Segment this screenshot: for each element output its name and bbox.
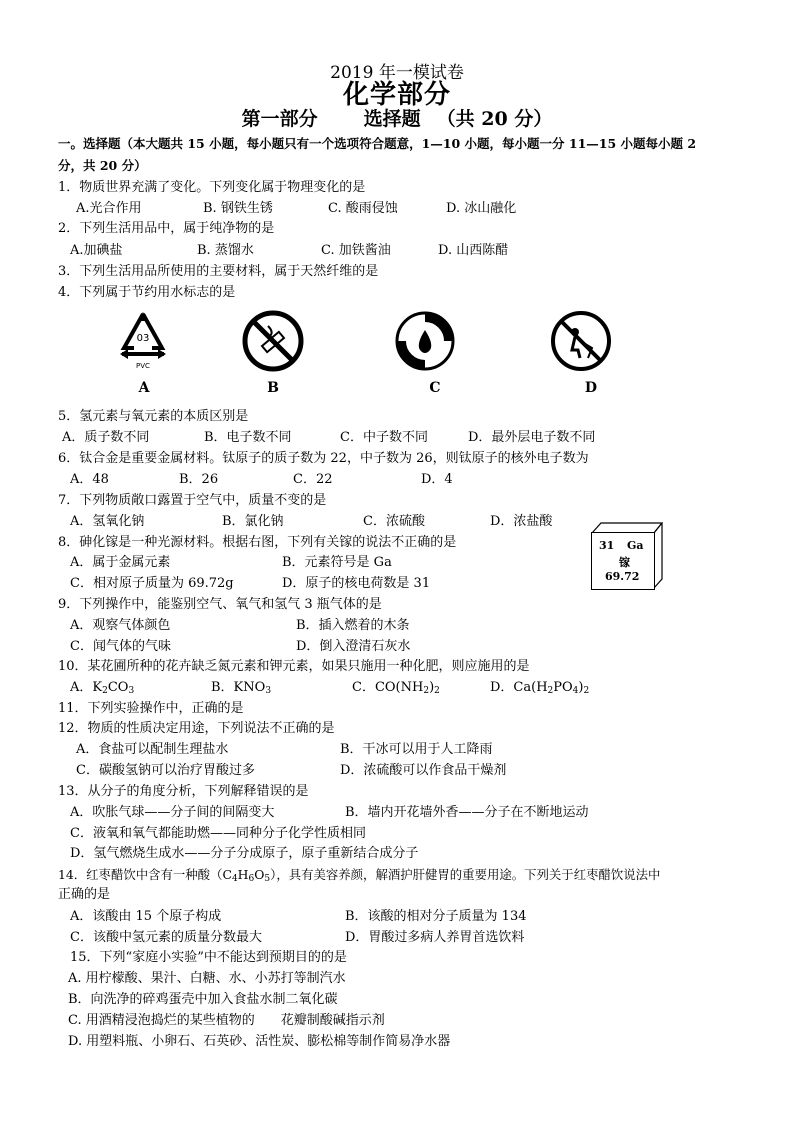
q5-option-b: B．电子数不同 [204, 430, 292, 445]
part-score: （共 20 分） [436, 108, 553, 130]
subject-title: 化学部分 [342, 80, 451, 110]
element-number: 31 [599, 539, 615, 552]
q12-option-d: D．浓硫酸可以作食品干燥剂 [340, 763, 507, 778]
question-10-stem: 10．某花圃所种的花卉缺乏氮元素和钾元素，如果只施用一种化肥，则应施用的是 [58, 659, 530, 674]
element-symbol: Ga [627, 539, 644, 552]
question-9-stem: 9．下列操作中，能鉴别空气、氧气和氢气 3 瓶气体的是 [58, 597, 382, 612]
q15-option-d: D. 用塑料瓶、小卵石、石英砂、活性炭、膨松棉等制作简易净水器 [68, 1034, 451, 1049]
exam-title: 2019 年一模试卷 [330, 63, 464, 83]
q9-option-c: C．闻气体的气味 [70, 639, 171, 654]
question-3-stem: 3．下列生活用品所使用的主要材料，属于天然纤维的是 [58, 264, 379, 279]
q8-option-a: A．属于金属元素 [70, 555, 171, 570]
q5-option-c: C．中子数不同 [340, 430, 428, 445]
question-15-stem: 15．下列“家庭小实验”中不能达到预期目的的是 [70, 950, 347, 965]
q15-option-a: A. 用柠檬酸、果汁、白糖、水、小苏打等制汽水 [68, 971, 346, 986]
icon-label-c: C [429, 380, 441, 396]
q10-option-c: C．$CO(NH_2)_2$ [352, 680, 440, 696]
q2-option-a: A.加碘盐 [70, 243, 123, 258]
q8-option-c: C．相对原子质量为 69.72g [70, 576, 234, 591]
icon-label-b: B [267, 380, 279, 396]
q13-option-c: C．液氧和氧气都能助燃——同种分子化学性质相同 [70, 826, 366, 841]
q15-option-c: C. 用酒精浸泡捣烂的某些植物的 花瓣制酸碱指示剂 [68, 1013, 385, 1028]
q6-option-a: A．48 [70, 472, 109, 487]
part-label: 第一部分 [241, 108, 318, 130]
q9-option-a: A．观察气体颜色 [70, 618, 171, 633]
section-instructions-cont: 分，共 20 分） [58, 158, 147, 173]
recycle-number: 03 [136, 333, 150, 344]
q7-option-c: C．浓硫酸 [363, 514, 425, 529]
question-13-stem: 13．从分子的角度分析，下列解释错误的是 [58, 784, 309, 799]
question-6-stem: 6．钛合金是重要金属材料。钛原子的质子数为 22，中子数为 26，则钛原子的核外电子数为 [58, 451, 589, 466]
q5-option-d: D．最外层电子数不同 [468, 430, 596, 445]
question-14-stem: 14．红枣醋饮中含有一种酸$(C_4H_6O_5)$，具有美容养颜，解酒护肝健胃的重要用途。下列关于红枣醋饮说法中 [58, 867, 661, 884]
water-saving-icon [392, 308, 458, 374]
q1-option-a: A.光合作用 [76, 201, 142, 216]
question-12-stem: 12．物质的性质决定用途，下列说法不正确的是 [58, 721, 335, 736]
q9-option-b: B．插入燃着的木条 [296, 618, 410, 633]
question-1-stem: 1．物质世界充满了变化。下列变化属于物理变化的是 [58, 180, 366, 195]
question-4-stem: 4．下列属于节约用水标志的是 [58, 285, 236, 300]
q10-option-b: B．$KNO_3$ [211, 680, 272, 696]
q13-option-d: D．氢气燃烧生成水——分子分成原子，原子重新结合成分子 [70, 846, 419, 861]
element-name: 镓 [619, 556, 630, 569]
q7-option-b: B．氯化钠 [222, 514, 284, 529]
no-smoking-sign-icon [240, 308, 306, 374]
element-mass: 69.72 [605, 570, 640, 583]
recycle-text: PVC [136, 362, 150, 370]
q7-option-a: A．氢氧化钠 [70, 514, 145, 529]
q12-option-c: C．碳酸氢钠可以治疗胃酸过多 [76, 763, 255, 778]
q2-option-c: C. 加铁酱油 [321, 243, 391, 258]
q6-option-b: B．26 [179, 472, 219, 487]
question-8-stem: 8．砷化镓是一种光源材料。根据右图，下列有关镓的说法不正确的是 [58, 535, 457, 550]
icon-label-a: A [138, 380, 150, 396]
q14-option-d: D．胃酸过多病人养胃首选饮料 [345, 930, 525, 945]
q14-option-c: C．该酸中氢元素的质量分数最大 [70, 930, 262, 945]
q7-option-d: D．浓盐酸 [490, 514, 553, 529]
q1-option-b: B. 钢铁生锈 [203, 201, 273, 216]
q9-option-d: D．倒入澄清石灰水 [296, 639, 411, 654]
q12-option-a: A．食盐可以配制生理盐水 [76, 742, 229, 757]
q1-option-d: D. 冰山融化 [446, 201, 517, 216]
q1-option-c: C. 酸雨侵蚀 [328, 201, 398, 216]
element-card-side-face [654, 523, 663, 589]
gallium-element-card [591, 522, 663, 590]
recycle-pvc-icon [110, 308, 176, 374]
q8-option-d: D．原子的核电荷数是 31 [282, 576, 431, 591]
part-heading [0, 104, 794, 131]
q12-option-b: B．干冰可以用于人工降雨 [340, 742, 493, 757]
q14-option-a: A．该酸由 15 个原子构成 [70, 909, 222, 924]
q10-option-a: A．$K_2CO_3$ [70, 680, 135, 696]
part-type: 选择题 [363, 108, 421, 130]
q2-option-d: D. 山西陈醋 [438, 243, 509, 258]
q13-option-b: B．墙内开花墙外香——分子在不断地运动 [345, 805, 589, 820]
q8-option-b: B．元素符号是 Ga [282, 555, 392, 570]
question-5-stem: 5．氢元素与氧元素的本质区别是 [58, 409, 249, 424]
q14-option-b: B．该酸的相对分子质量为 134 [345, 909, 527, 924]
q6-option-d: D．4 [421, 472, 453, 487]
q10-option-d: D．$Ca(H_2PO_4)_2$ [490, 680, 590, 696]
no-littering-icon [548, 308, 614, 374]
q13-option-a: A．吹胀气球——分子间的间隔变大 [70, 805, 275, 820]
question-11-stem: 11．下列实验操作中，正确的是 [58, 701, 244, 716]
icon-label-d: D [584, 380, 598, 396]
q5-option-a: A．质子数不同 [62, 430, 150, 445]
question-14-stem-cont: 正确的是 [58, 887, 111, 902]
q15-option-b: B．向洗净的碎鸡蛋壳中加入食盐水制二氧化碳 [68, 992, 338, 1007]
section-instructions: 一。选择题（本大题共 15 小题，每小题只有一个选项符合题意，1—10 小题，每小题一分 11—15 小题每小题 2 [58, 136, 697, 151]
q2-option-b: B. 蒸馏水 [197, 243, 254, 258]
question-2-stem: 2．下列生活用品中，属于纯净物的是 [58, 221, 275, 236]
question-7-stem: 7．下列物质敞口露置于空气中，质量不变的是 [58, 493, 327, 508]
q6-option-c: C．22 [293, 472, 333, 487]
